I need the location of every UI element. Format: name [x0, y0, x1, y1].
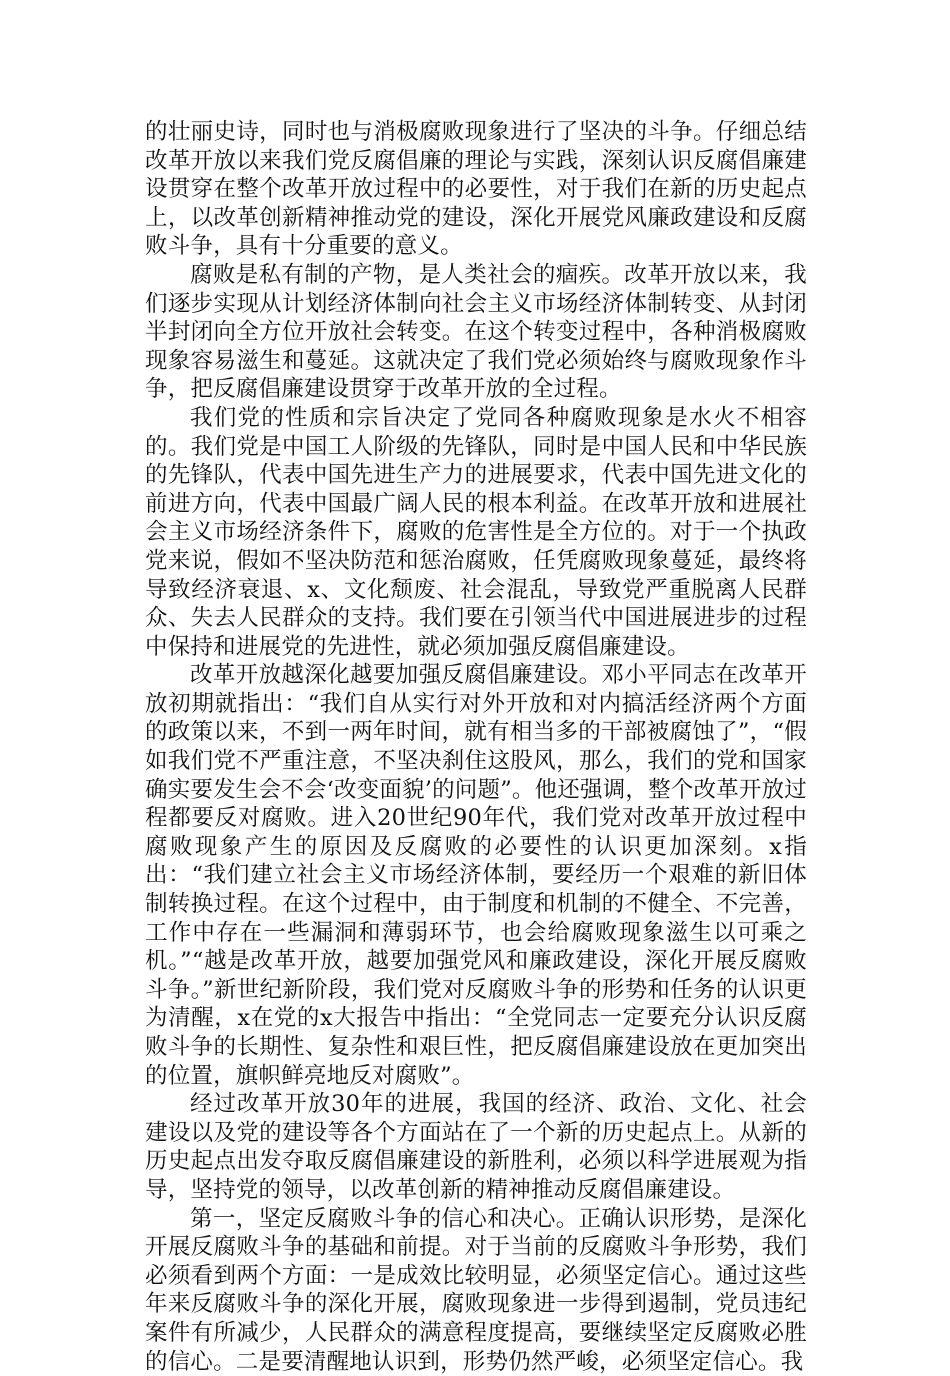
- paragraph-4: 改革开放越深化越要加强反腐倡廉建设。邓小平同志在改革开放初期就指出：“我们自从实行对外开放和对内搞活经济两个方面的政策以来，不到一两年时间，就有相当多的干部被腐蚀了”，“假如我们党不严重注意，不坚决刹住这股风，那么，我们的党和国家确实要发生会不会‘改变面貌’的问题”。他还强调，整个改革开放过程都要反对腐败。进入20世纪90年代，我们党对改革开放过程中腐败现象产生的原因及反腐败的必要性的认识更加深刻。x指出：“我们建立社会主义市场经济体制，要经历一个艰难的新旧体制转换过程。在这个过程中，由于制度和机制的不健全、不完善，工作中存在一些漏洞和薄弱环节，也会给腐败现象滋生以可乘之机。”“越是改革开放，越要加强党风和廉政建设，深化开展反腐败斗争。”新世纪新阶段，我们党对反腐败斗争的形势和任务的认识更为清醒，x在党的x大报告中指出：“全党同志一定要充分认识反腐败斗争的长期性、复杂性和艰巨性，把反腐倡廉建设放在更加突出的位置，旗帜鲜亮地反对腐败”。: [145, 662, 808, 1089]
- paragraph-5: 经过改革开放30年的进展，我国的经济、政治、文化、社会建设以及党的建设等各个方面站在了一个新的历史起点上。从新的历史起点出发夺取反腐倡廉建设的新胜利，必须以科学进展观为指导，坚持党的领导，以改革创新的精神推动反腐倡廉建设。: [145, 1091, 807, 1203]
- paragraph-3: 我们党的性质和宗旨决定了党同各种腐败现象是水火不相容的。我们党是中国工人阶级的先锋队，同时是中国人民和中华民族的先锋队，代表中国先进生产力的进展要求，代表中国先进文化的前进方向，代表中国最广阔人民的根本利益。在改革开放和进展社会主义市场经济条件下，腐败的危害性是全方位的。对于一个执政党来说，假如不坚决防范和惩治腐败，任凭腐败现象蔓延，最终将导致经济衰退、x、文化颓废、社会混乱，导致党严重脱离人民群众、失去人民群众的支持。我们要在引领当代中国进展进步的过程中保持和进展党的先进性，就必须加强反腐倡廉建设。: [145, 404, 807, 660]
- document-body: [145, 118, 807, 1376]
- paragraph-1: 的壮丽史诗，同时也与消极腐败现象进行了坚决的斗争。仔细总结改革开放以来我们党反腐倡廉的理论与实践，深刻认识反腐倡廉建设贯穿在整个改革开放过程中的必要性，对于我们在新的历史起点上，以改革创新精神推动党的建设，深化开展党风廉政建设和反腐败斗争，具有十分重要的意义。: [145, 119, 807, 260]
- paragraph-6: 第一，坚定反腐败斗争的信心和决心。正确认识形势，是深化开展反腐败斗争的基础和前提。对于当前的反腐败斗争形势，我们必须看到两个方面：一是成效比较明显，必须坚定信心。通过这些年来反腐败斗争的深化开展，腐败现象进一步得到遏制，党员违纪案件有所减少，人民群众的满意程度提高，要继续坚定反腐败必胜的信心。二是要清醒地认识到，形势仍然严峻，必须坚定信心。我: [145, 1205, 807, 1375]
- paragraph-2: 腐败是私有制的产物，是人类社会的痼疾。改革开放以来，我们逐步实现从计划经济体制向社会主义市场经济体制转变、从封闭半封闭向全方位开放社会转变。在这个转变过程中，各种消极腐败现象容易滋生和蔓延。这就决定了我们党必须始终与腐败现象作斗争，把反腐倡廉建设贯穿于改革开放的全过程。: [145, 261, 807, 403]
